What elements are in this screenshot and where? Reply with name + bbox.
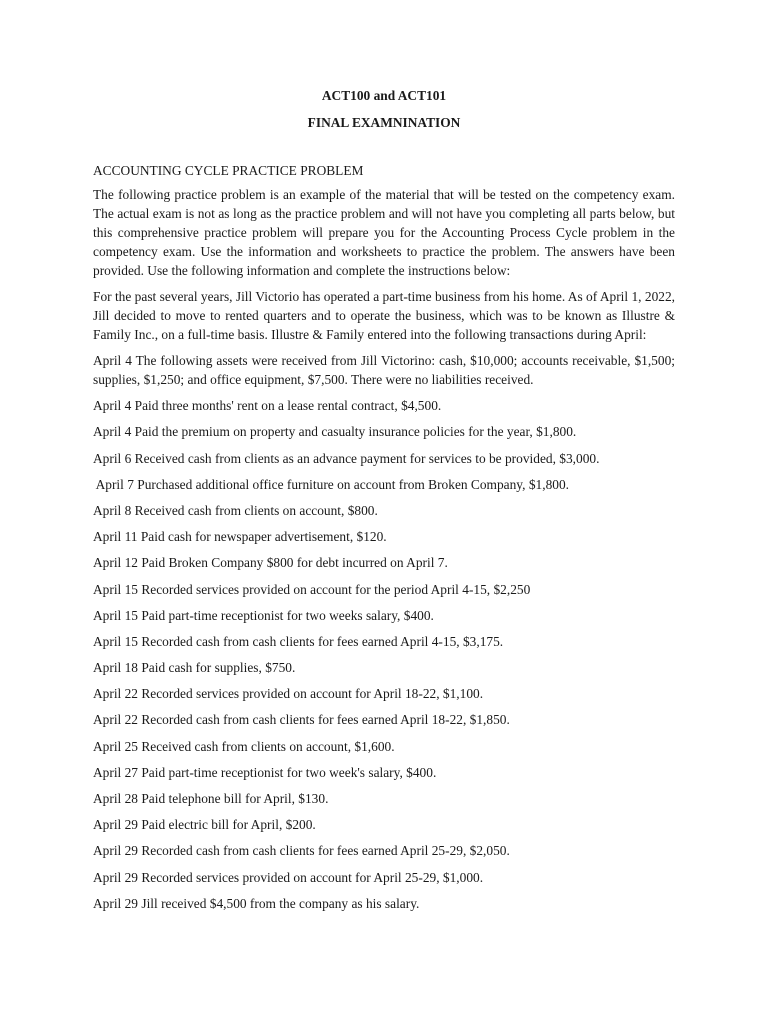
- transaction-item: April 29 Jill received $4,500 from the company as his salary.: [93, 895, 420, 911]
- transaction-item: April 8 Received cash from clients on account, $800.: [93, 502, 378, 518]
- transaction-list: [93, 351, 675, 913]
- transaction-item: April 29 Recorded services provided on account for April 25-29, $1,000.: [93, 869, 484, 885]
- exam-title: FINAL EXAMNINATION: [307, 115, 461, 130]
- transaction-item: April 27 Paid part-time receptionist for two week's salary, $400.: [93, 764, 437, 780]
- transaction-item: April 4 Paid three months' rent on a lease rental contract, $4,500.: [93, 398, 442, 414]
- transaction-item: April 7 Purchased additional office furniture on account from Broken Company, $1,800.: [93, 476, 570, 492]
- transaction-item: April 28 Paid telephone bill for April, $130.: [93, 791, 329, 806]
- transaction-item: April 29 Recorded cash from cash clients for fees earned April 25-29, $2,050.: [93, 843, 510, 859]
- background-paragraph: For the past several years, Jill Victorio has operated a part-time business from his home. As of April 1, 2022, Jill decided to move to rented quarters and to operate the business, which was to be known as Illustre & Family Inc., on a full-time basis. Illustre & Family entered into the following transactions during April:: [93, 289, 675, 342]
- document-body: [93, 86, 675, 920]
- transaction-item: April 6 Received cash from clients as an advance payment for services to be provided, $3,000.: [93, 450, 600, 466]
- transaction-item: April 15 Paid part-time receptionist for two weeks salary, $400.: [93, 607, 434, 623]
- section-heading: ACCOUNTING CYCLE PRACTICE PROBLEM: [93, 163, 364, 178]
- transaction-item: April 12 Paid Broken Company $800 for debt incurred on April 7.: [93, 555, 448, 571]
- transaction-item: April 11 Paid cash for newspaper advertisement, $120.: [93, 529, 387, 545]
- transaction-item: April 29 Paid electric bill for April, $200.: [93, 817, 316, 833]
- transaction-item: April 15 Recorded services provided on account for the period April 4-15, $2,250: [93, 581, 531, 597]
- transaction-item: April 22 Recorded cash from cash clients for fees earned April 18-22, $1,850.: [93, 712, 510, 728]
- transaction-item: April 15 Recorded cash from cash clients for fees earned April 4-15, $3,175.: [93, 633, 504, 649]
- transaction-item: April 22 Recorded services provided on account for April 18-22, $1,100.: [93, 686, 484, 702]
- course-title: ACT100 and ACT101: [321, 88, 447, 103]
- transaction-item: April 4 Paid the premium on property and casualty insurance policies for the year, $1,800.: [93, 424, 577, 440]
- transaction-item: April 4 The following assets were received from Jill Victorino: cash, $10,000; accounts receivable, $1,500; supplies, $1,250; and office equipment, $7,500. There were no liabilities received.: [93, 353, 675, 387]
- transaction-item: April 25 Received cash from clients on account, $1,600.: [93, 738, 395, 754]
- transaction-item: April 18 Paid cash for supplies, $750.: [93, 660, 296, 676]
- intro-paragraph: The following practice problem is an example of the material that will be tested on the competency exam. The actual exam is not as long as the practice problem and will not have you completing all parts below, but this comprehensive practice problem will prepare you for the Accounting Process Cycle problem in the competency exam. Use the information and worksheets to practice the problem. The answers have been provided. Use the following information and complete the instructions below:: [93, 187, 675, 278]
